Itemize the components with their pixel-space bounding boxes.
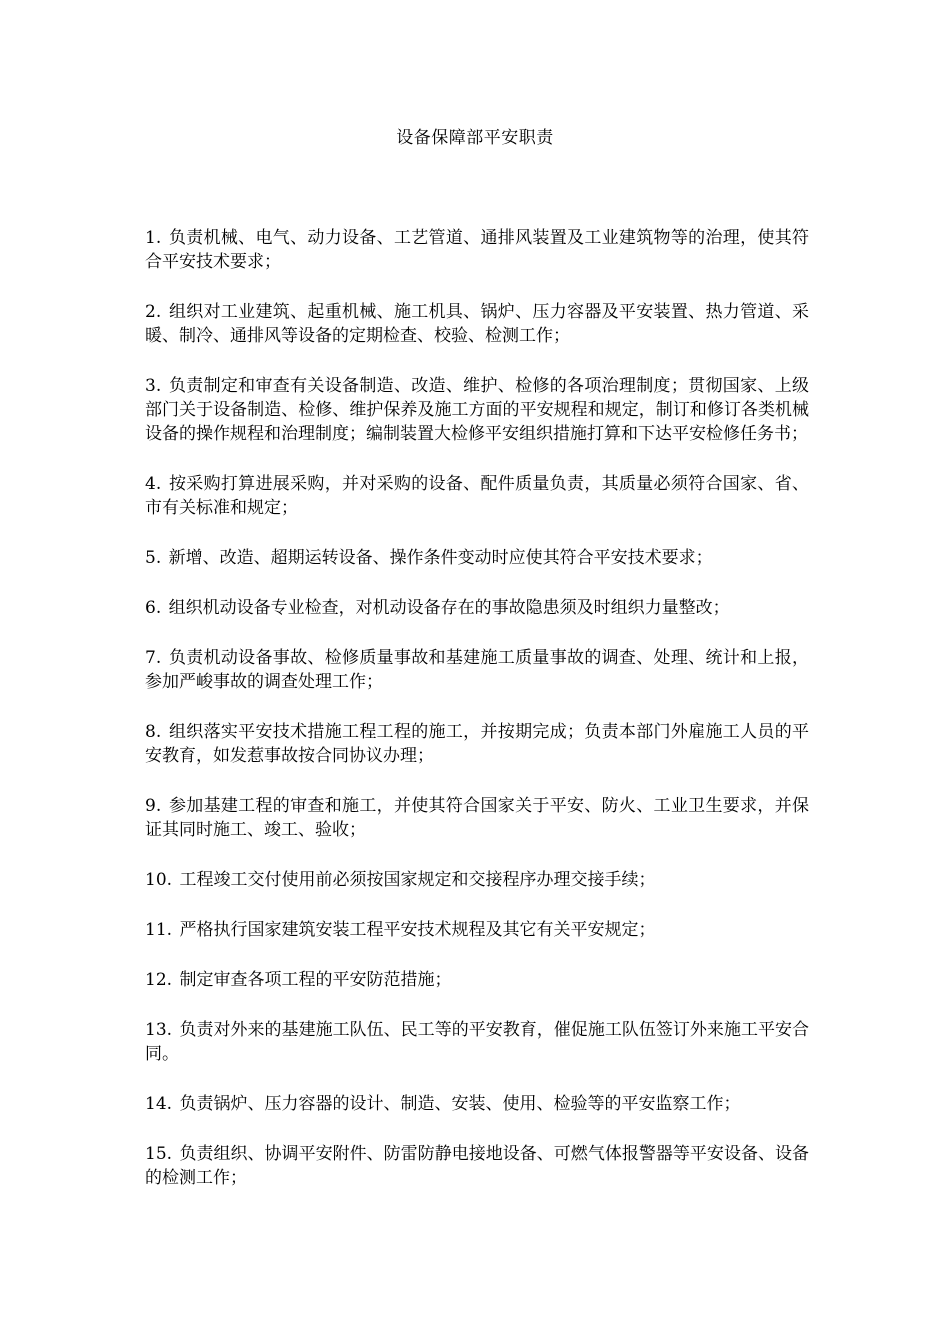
item-text: 工程竣工交付使用前必须按国家规定和交接程序办理交接手续；	[179, 870, 656, 890]
item-number: 10.	[145, 870, 173, 890]
list-item	[145, 918, 809, 942]
list-item	[145, 596, 809, 620]
item-text: 按采购打算进展采购，并对采购的设备、配件质量负责，其质量必须符合国家、省、市有关标准和规定；	[145, 474, 810, 518]
item-number: 1.	[145, 228, 162, 248]
list-item	[145, 646, 809, 694]
list-item	[145, 1142, 809, 1190]
item-number: 4.	[145, 474, 162, 494]
item-text: 参加基建工程的审查和施工，并使其符合国家关于平安、防火、工业卫生要求，并保证其同时施工、竣工、验收；	[145, 796, 810, 840]
list-item	[145, 374, 809, 446]
item-number: 8.	[145, 722, 162, 742]
item-text: 负责制定和审查有关设备制造、改造、维护、检修的各项治理制度；贯彻国家、上级部门关于设备制造、检修、维护保养及施工方面的平安规程和规定，制订和修订各类机械设备的操作规程和治理制度；编制装置大检修平安组织措施打算和下达平安检修任务书；	[145, 376, 810, 444]
item-number: 15.	[145, 1144, 173, 1164]
item-text: 负责对外来的基建施工队伍、民工等的平安教育，催促施工队伍签订外来施工平安合同。	[145, 1020, 809, 1064]
list-item	[145, 472, 809, 520]
item-text: 新增、改造、超期运转设备、操作条件变动时应使其符合平安技术要求；	[168, 548, 713, 568]
item-text: 负责机动设备事故、检修质量事故和基建施工质量事故的调查、处理、统计和上报，参加严峻事故的调查处理工作；	[145, 648, 810, 692]
list-item	[145, 1018, 809, 1066]
list-item	[145, 720, 809, 768]
list-item	[145, 226, 809, 274]
item-number: 12.	[145, 970, 173, 990]
list-item	[145, 968, 809, 992]
list-item	[145, 868, 809, 892]
item-number: 2.	[145, 302, 162, 322]
item-number: 14.	[145, 1094, 173, 1114]
item-number: 13.	[145, 1020, 173, 1040]
item-number: 5.	[145, 548, 162, 568]
list-item	[145, 794, 809, 842]
item-text: 严格执行国家建筑安装工程平安技术规程及其它有关平安规定；	[179, 920, 656, 940]
item-number: 3.	[145, 376, 162, 396]
item-text: 负责组织、协调平安附件、防雷防静电接地设备、可燃气体报警器等平安设备、设备的检测工作；	[145, 1144, 809, 1188]
item-text: 组织对工业建筑、起重机械、施工机具、锅炉、压力容器及平安装置、热力管道、采暖、制冷、通排风等设备的定期检查、校验、检测工作；	[145, 302, 810, 346]
item-number: 7.	[145, 648, 162, 668]
item-text: 负责锅炉、压力容器的设计、制造、安装、使用、检验等的平安监察工作；	[179, 1094, 741, 1114]
list-item	[145, 1092, 809, 1116]
list-item	[145, 300, 809, 348]
item-text: 组织落实平安技术措施工程工程的施工，并按期完成；负责本部门外雇施工人员的平安教育，如发惹事故按合同协议办理；	[145, 722, 810, 766]
item-text: 组织机动设备专业检查，对机动设备存在的事故隐患须及时组织力量整改；	[168, 598, 730, 618]
item-text: 制定审查各项工程的平安防范措施；	[179, 970, 452, 990]
list-item	[145, 546, 809, 570]
item-number: 6.	[145, 598, 162, 618]
item-text: 负责机械、电气、动力设备、工艺管道、通排风装置及工业建筑物等的治理，使其符合平安技术要求；	[145, 228, 810, 272]
document-title: 设备保障部平安职责	[396, 128, 554, 148]
item-number: 11.	[145, 920, 173, 940]
responsibility-list	[145, 226, 809, 1216]
item-number: 9.	[145, 796, 162, 816]
